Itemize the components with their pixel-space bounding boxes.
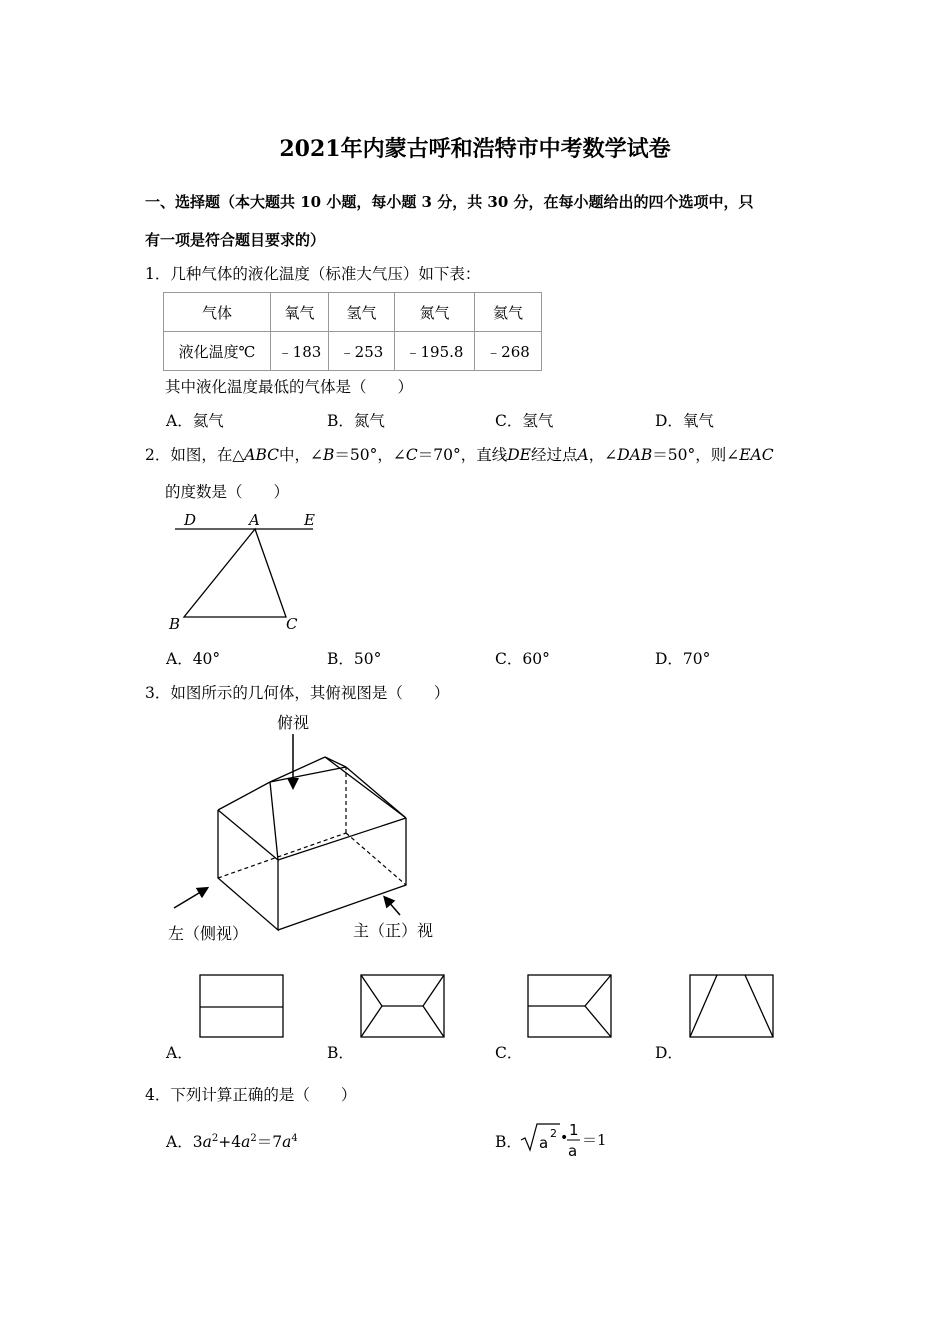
fraction-denominator: a — [568, 1142, 578, 1160]
q3-option-d: D． — [655, 1044, 683, 1062]
q3-option-a-figure — [199, 974, 285, 1038]
q3-option-b: B． — [327, 1044, 354, 1062]
arrow-front-view — [387, 900, 400, 915]
q2-option-a: A．40° — [166, 650, 221, 668]
q3-option-a: A． — [166, 1044, 193, 1062]
q3-option-c-figure — [527, 974, 613, 1038]
q4-option-b-formula — [518, 1118, 618, 1160]
q3-option-c: C． — [495, 1044, 523, 1062]
equals-one: ＝1 — [582, 1131, 607, 1149]
table-row — [164, 293, 542, 332]
table-cell: 气体 — [164, 293, 271, 332]
solid-hidden-edges — [218, 767, 406, 885]
q1-stem: 1．几种气体的液化温度（标准大气压）如下表： — [145, 265, 481, 283]
radicand: a — [539, 1134, 549, 1152]
label-d: D — [184, 511, 197, 529]
table-cell: ﹣268 — [475, 332, 542, 371]
table-cell: ﹣253 — [329, 332, 395, 371]
table-cell: 氮气 — [395, 293, 475, 332]
table-cell: 氧气 — [271, 293, 329, 332]
q3-option-b-figure — [360, 974, 446, 1038]
q1-option-b: B．氮气 — [327, 412, 385, 430]
q2-stem-line2: 的度数是（ ） — [165, 483, 290, 501]
q2-option-c: C．60° — [495, 650, 550, 668]
q2-stem: 2．如图，在△ABC中，∠B＝50°，∠C＝70°，直线DE经过点A，∠DAB＝50°，则∠EAC — [145, 446, 774, 464]
q2-option-d: D．70° — [655, 650, 711, 668]
q2-option-b: B．50° — [327, 650, 382, 668]
fraction-numerator: 1 — [569, 1121, 579, 1139]
label-c: C — [286, 615, 298, 633]
section-heading-line1: 一、选择题（本大题共 10 小题，每小题 3 分，共 30 分，在每小题给出的四个选项中，只 — [145, 193, 754, 211]
table-cell: 氢气 — [329, 293, 395, 332]
radicand-exponent: 2 — [550, 1127, 557, 1140]
table-cell: ﹣183 — [271, 332, 329, 371]
q3-stem: 3．如图所示的几何体，其俯视图是（ ） — [145, 684, 450, 702]
label-a: A — [249, 511, 260, 529]
label-front-view: 主（正）视 — [353, 921, 434, 940]
label-e: E — [304, 511, 315, 529]
page-title: 2021年内蒙古呼和浩特市中考数学试卷 — [279, 136, 671, 162]
section-heading-line2: 有一项是符合题目要求的） — [145, 231, 326, 249]
label-top-view: 俯视 — [277, 713, 310, 732]
q1-option-d: D．氧气 — [655, 412, 714, 430]
label-b: B — [169, 615, 181, 633]
table-cell: 液化温度℃ — [164, 332, 271, 371]
q4-option-b-prefix: B． — [495, 1133, 522, 1151]
q1-question: 其中液化温度最低的气体是（ ） — [165, 378, 414, 396]
label-left-view: 左（侧视） — [168, 924, 249, 943]
solid-edges — [218, 757, 406, 930]
q4-option-a: A．$3a^2+4a^2=7a^4$ — [166, 1132, 298, 1151]
q4-stem: 4．下列计算正确的是（ ） — [145, 1086, 357, 1104]
gas-table — [163, 292, 542, 371]
table-cell: 氦气 — [475, 293, 542, 332]
q2-triangle-figure — [165, 508, 325, 633]
arrow-left-view — [174, 890, 204, 908]
table-row — [164, 332, 542, 371]
table-cell: ﹣195.8 — [395, 332, 475, 371]
q1-option-c: C．氢气 — [495, 412, 554, 430]
q3-option-d-figure — [689, 974, 775, 1038]
q1-option-a: A．氦气 — [166, 412, 224, 430]
triangle-abc — [184, 529, 286, 617]
dot-operator: • — [560, 1130, 569, 1146]
q3-solid-figure — [160, 710, 460, 950]
